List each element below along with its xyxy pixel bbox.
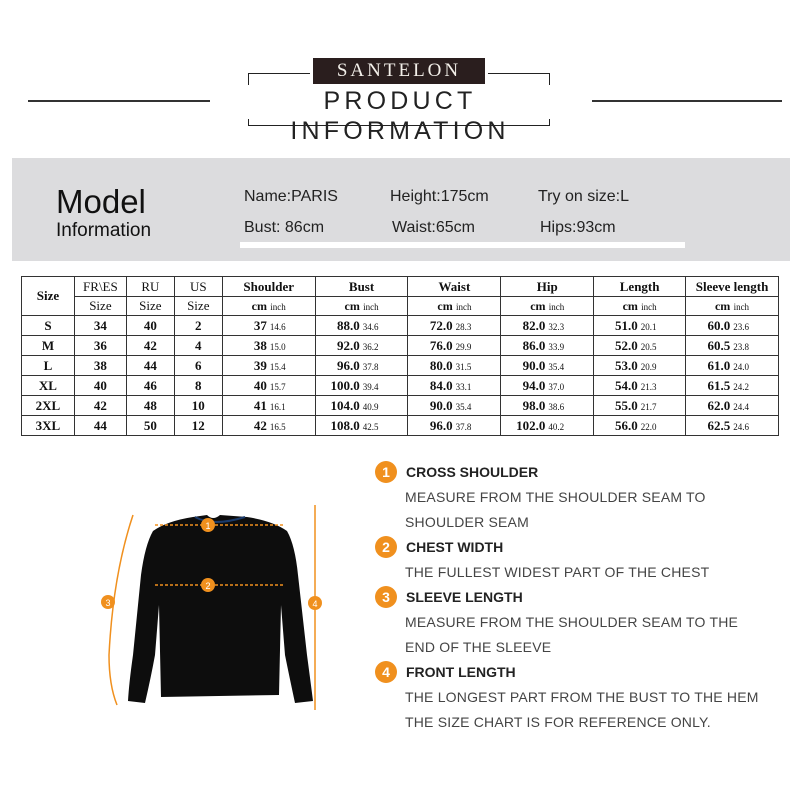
header-ru: RU — [126, 277, 174, 297]
measurement-cell — [315, 316, 408, 336]
inch-value: 29.9 — [455, 341, 472, 352]
cm-value: 41 — [253, 397, 267, 413]
cm-value: 90.0 — [429, 397, 453, 413]
header-size: Size — [22, 277, 75, 316]
ru-cell: 42 — [126, 336, 174, 356]
inch-value: 21.3 — [640, 381, 657, 392]
table-row — [22, 376, 779, 396]
inch-value: 24.4 — [733, 401, 749, 412]
inch-value: 28.3 — [455, 321, 472, 332]
cm-value: 100.0 — [330, 377, 360, 393]
size-cell: 2XL — [22, 396, 75, 416]
measure-1-title: CROSS SHOULDER — [406, 464, 539, 480]
unit-inch: inch — [455, 302, 472, 312]
marker-1-icon — [201, 518, 215, 532]
cm-value: 72.0 — [429, 317, 453, 333]
fres-cell: 42 — [74, 396, 126, 416]
unit-header — [222, 297, 315, 316]
cm-value: 51.0 — [615, 317, 638, 333]
inch-value: 15.4 — [269, 361, 286, 372]
header-length: Length — [594, 277, 686, 297]
cm-value: 76.0 — [429, 337, 453, 353]
header-frame-top-left — [248, 73, 310, 74]
inch-value: 15.7 — [269, 381, 286, 392]
cm-value: 86.0 — [522, 337, 546, 353]
cm-value: 55.0 — [615, 397, 638, 413]
svg-text:1: 1 — [205, 521, 211, 531]
ru-cell: 40 — [126, 316, 174, 336]
unit-cm: cm — [344, 299, 360, 313]
ru-cell: 50 — [126, 416, 174, 436]
inch-value: 32.3 — [548, 321, 565, 332]
fres-cell: 36 — [74, 336, 126, 356]
sweater-diagram — [95, 505, 335, 715]
unit-cm: cm — [437, 299, 453, 313]
fres-cell: 34 — [74, 316, 126, 336]
inch-value: 34.6 — [362, 321, 379, 332]
table-row — [22, 356, 779, 376]
cm-value: 108.0 — [330, 417, 360, 433]
cm-value: 88.0 — [336, 317, 360, 333]
measure-1-desc-line-2: SHOULDER SEAM — [405, 514, 529, 530]
measurement-cell — [594, 356, 686, 376]
size-chart-table — [21, 276, 779, 436]
model-title: Model — [56, 183, 146, 220]
measurement-cell — [686, 416, 779, 436]
unit-cm: cm — [714, 299, 731, 313]
unit-inch: inch — [733, 302, 750, 312]
cm-value: 54.0 — [615, 377, 638, 393]
measure-2-badge: 2 — [375, 536, 397, 558]
inch-value: 22.0 — [640, 421, 657, 432]
svg-text:3: 3 — [105, 598, 111, 608]
fres-cell: 44 — [74, 416, 126, 436]
measure-4-badge: 4 — [375, 661, 397, 683]
ru-cell: 48 — [126, 396, 174, 416]
unit-inch: inch — [270, 302, 286, 312]
model-try-on-size: Try on size:L — [538, 188, 629, 205]
header-ru-size: Size — [126, 297, 174, 316]
cm-value: 61.5 — [707, 377, 731, 393]
measurement-cell — [315, 336, 408, 356]
svg-text:4: 4 — [312, 599, 318, 609]
cm-value: 80.0 — [429, 357, 453, 373]
header-hip: Hip — [501, 277, 594, 297]
measurement-cell — [408, 376, 501, 396]
marker-4-icon — [308, 596, 322, 610]
model-underline — [240, 242, 685, 248]
inch-value: 23.8 — [733, 341, 749, 352]
inch-value: 37.0 — [548, 381, 565, 392]
cm-value: 52.0 — [615, 337, 638, 353]
cm-value: 96.0 — [429, 417, 453, 433]
inch-value: 24.0 — [733, 361, 749, 372]
measurement-cell — [686, 336, 779, 356]
inch-value: 35.4 — [548, 361, 565, 372]
measurement-cell — [408, 416, 501, 436]
cm-value: 61.0 — [707, 357, 731, 373]
inch-value: 40.9 — [362, 401, 379, 412]
inch-value: 36.2 — [362, 341, 379, 352]
size-cell: L — [22, 356, 75, 376]
measurement-cell — [686, 316, 779, 336]
header-fres: FR\ES — [74, 277, 126, 297]
unit-inch: inch — [641, 302, 657, 312]
inch-value: 23.6 — [733, 321, 749, 332]
measurement-cell — [501, 336, 594, 356]
us-cell: 2 — [174, 316, 222, 336]
measure-4-title: FRONT LENGTH — [406, 664, 516, 680]
cm-value: 39 — [253, 357, 267, 373]
cm-value: 104.0 — [330, 397, 360, 413]
header-us-size: Size — [174, 297, 222, 316]
unit-header — [315, 297, 408, 316]
inch-value: 33.9 — [548, 341, 565, 352]
measurement-cell — [222, 356, 315, 376]
measurement-cell — [686, 356, 779, 376]
measurement-cell — [501, 356, 594, 376]
size-cell: 3XL — [22, 416, 75, 436]
cm-value: 90.0 — [522, 357, 546, 373]
svg-text:2: 2 — [205, 581, 211, 591]
inch-value: 42.5 — [362, 421, 379, 432]
measurement-cell — [408, 396, 501, 416]
measurement-cell — [315, 356, 408, 376]
cm-value: 62.0 — [707, 397, 731, 413]
measure-3-title: SLEEVE LENGTH — [406, 589, 523, 605]
page-title: PRODUCT INFORMATION — [290, 87, 510, 145]
inch-value: 37.8 — [362, 361, 379, 372]
measurement-cell — [222, 376, 315, 396]
sweater-shape — [128, 515, 313, 703]
measure-1-badge: 1 — [375, 461, 397, 483]
fres-cell: 40 — [74, 376, 126, 396]
marker-3-icon — [101, 595, 115, 609]
model-bust: Bust: 86cm — [244, 219, 325, 236]
header-bust: Bust — [315, 277, 408, 297]
unit-header — [408, 297, 501, 316]
fres-cell: 38 — [74, 356, 126, 376]
inch-value: 14.6 — [269, 321, 286, 332]
table-row — [22, 316, 779, 336]
cm-value: 96.0 — [336, 357, 360, 373]
inch-value: 20.9 — [640, 361, 657, 372]
cm-value: 62.5 — [707, 417, 731, 433]
measure-4-desc-line-2: THE SIZE CHART IS FOR REFERENCE ONLY. — [405, 714, 711, 730]
brand-logo: SANTELON — [313, 58, 485, 84]
measurement-cell — [594, 396, 686, 416]
measurement-cell — [594, 416, 686, 436]
cm-value: 42 — [253, 417, 267, 433]
measurement-cell — [594, 316, 686, 336]
model-height: Height:175cm — [390, 188, 489, 205]
model-subtitle: Information — [56, 220, 152, 241]
inch-value: 37.8 — [455, 421, 472, 432]
cm-value: 53.0 — [615, 357, 638, 373]
cm-value: 37 — [253, 317, 267, 333]
measurement-cell — [222, 396, 315, 416]
header-waist: Waist — [408, 277, 501, 297]
ru-cell: 44 — [126, 356, 174, 376]
title-rule-left — [28, 100, 234, 102]
header-shoulder: Shoulder — [222, 277, 315, 297]
header-frame-top-right — [488, 73, 550, 74]
measurement-cell — [222, 336, 315, 356]
inch-value: 16.1 — [269, 401, 286, 412]
header-sleeve-length: Sleeve length — [686, 277, 779, 297]
measurement-cell — [594, 376, 686, 396]
measurement-cell — [686, 376, 779, 396]
table-row — [22, 336, 779, 356]
unit-cm: cm — [530, 299, 546, 313]
header-fres-size: Size — [74, 297, 126, 316]
marker-2-icon — [201, 578, 215, 592]
inch-value: 20.5 — [640, 341, 657, 352]
us-cell: 8 — [174, 376, 222, 396]
measurement-cell — [501, 316, 594, 336]
title-rule-right — [592, 100, 782, 102]
measure-3-badge: 3 — [375, 586, 397, 608]
measurement-cell — [315, 416, 408, 436]
cm-value: 60.5 — [707, 337, 731, 353]
unit-inch: inch — [548, 302, 565, 312]
measurement-cell — [501, 376, 594, 396]
inch-value: 38.6 — [548, 401, 565, 412]
measure-4-desc-line-1: THE LONGEST PART FROM THE BUST TO THE HEM — [405, 689, 759, 705]
measurement-cell — [686, 396, 779, 416]
measure-2-desc-line-1: THE FULLEST WIDEST PART OF THE CHEST — [405, 564, 710, 580]
inch-value: 35.4 — [455, 401, 472, 412]
model-hips: Hips:93cm — [540, 219, 616, 236]
unit-header — [686, 297, 779, 316]
size-cell: XL — [22, 376, 75, 396]
unit-inch: inch — [363, 302, 379, 312]
measure-3-desc-line-1: MEASURE FROM THE SHOULDER SEAM TO THE — [405, 614, 739, 630]
measurement-cell — [315, 376, 408, 396]
size-cell: S — [22, 316, 75, 336]
model-name: Name:PARIS — [244, 188, 338, 205]
sleeve-line — [109, 515, 133, 705]
cm-value: 94.0 — [522, 377, 546, 393]
us-cell: 10 — [174, 396, 222, 416]
inch-value: 33.1 — [455, 381, 472, 392]
inch-value: 16.5 — [269, 421, 286, 432]
measurement-cell — [408, 316, 501, 336]
table-row — [22, 416, 779, 436]
measurement-cell — [222, 316, 315, 336]
unit-cm: cm — [251, 299, 267, 313]
measurement-cell — [408, 356, 501, 376]
measurement-cell — [594, 336, 686, 356]
cm-value: 38 — [253, 337, 267, 353]
cm-value: 40 — [253, 377, 267, 393]
measure-2-title: CHEST WIDTH — [406, 539, 504, 555]
inch-value: 31.5 — [455, 361, 472, 372]
model-waist: Waist:65cm — [392, 219, 475, 236]
ru-cell: 46 — [126, 376, 174, 396]
cm-value: 82.0 — [522, 317, 546, 333]
us-cell: 4 — [174, 336, 222, 356]
unit-header — [501, 297, 594, 316]
measurement-cell — [408, 336, 501, 356]
inch-value: 24.2 — [733, 381, 749, 392]
cm-value: 98.0 — [522, 397, 546, 413]
cm-value: 84.0 — [429, 377, 453, 393]
unit-header — [594, 297, 686, 316]
cm-value: 56.0 — [615, 417, 638, 433]
unit-cm: cm — [622, 299, 638, 313]
inch-value: 20.1 — [640, 321, 657, 332]
measurement-cell — [222, 416, 315, 436]
measure-3-desc-line-2: END OF THE SLEEVE — [405, 639, 552, 655]
measurement-cell — [501, 416, 594, 436]
cm-value: 92.0 — [336, 337, 360, 353]
cm-value: 102.0 — [516, 417, 546, 433]
measurement-cell — [315, 396, 408, 416]
cm-value: 60.0 — [707, 317, 731, 333]
measure-1-desc-line-1: MEASURE FROM THE SHOULDER SEAM TO — [405, 489, 706, 505]
header-us: US — [174, 277, 222, 297]
measurement-cell — [501, 396, 594, 416]
inch-value: 21.7 — [640, 401, 657, 412]
table-row — [22, 396, 779, 416]
inch-value: 24.6 — [733, 421, 749, 432]
inch-value: 15.0 — [269, 341, 286, 352]
inch-value: 40.2 — [548, 421, 565, 432]
us-cell: 6 — [174, 356, 222, 376]
inch-value: 39.4 — [362, 381, 379, 392]
size-cell: M — [22, 336, 75, 356]
us-cell: 12 — [174, 416, 222, 436]
